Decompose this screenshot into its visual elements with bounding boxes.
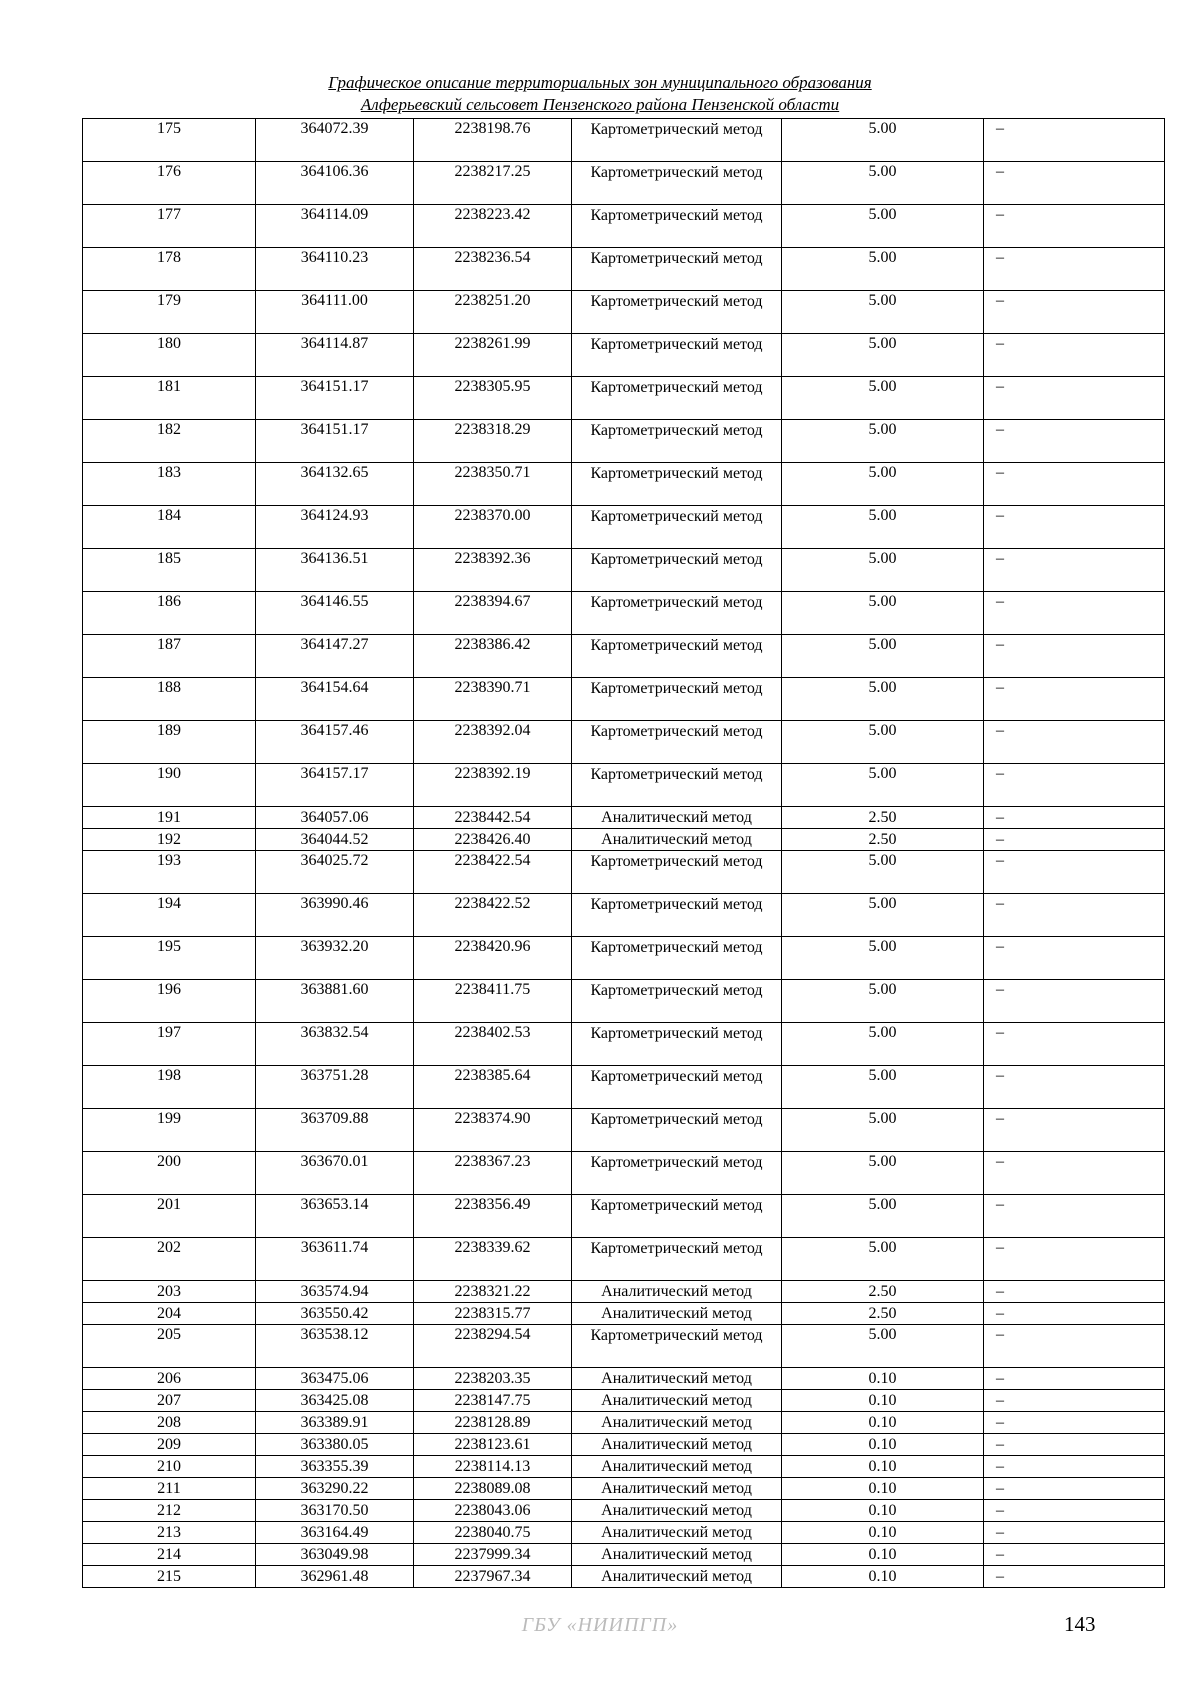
coordinates-table <box>82 118 1165 1588</box>
x-coordinate-cell: 363653.14 <box>256 1195 414 1238</box>
accuracy-cell: 5.00 <box>782 463 984 506</box>
table-row <box>83 1500 1165 1522</box>
y-coordinate-cell: 2238339.62 <box>414 1238 572 1281</box>
accuracy-cell: 5.00 <box>782 291 984 334</box>
table-row <box>83 894 1165 937</box>
description-cell: – <box>984 506 1165 549</box>
table-row <box>83 463 1165 506</box>
x-coordinate-cell: 363355.39 <box>256 1456 414 1478</box>
coordinates-table-body <box>83 119 1165 1588</box>
point-number-cell: 195 <box>83 937 256 980</box>
table-row <box>83 635 1165 678</box>
table-row <box>83 851 1165 894</box>
method-cell: Картометрический метод <box>572 1238 782 1281</box>
point-number-cell: 194 <box>83 894 256 937</box>
method-cell: Картометрический метод <box>572 549 782 592</box>
y-coordinate-cell: 2238089.08 <box>414 1478 572 1500</box>
point-number-cell: 199 <box>83 1109 256 1152</box>
table-row <box>83 721 1165 764</box>
point-number-cell: 205 <box>83 1325 256 1368</box>
accuracy-cell: 0.10 <box>782 1456 984 1478</box>
x-coordinate-cell: 364114.87 <box>256 334 414 377</box>
method-cell: Аналитический метод <box>572 1390 782 1412</box>
point-number-cell: 214 <box>83 1544 256 1566</box>
description-cell: – <box>984 1368 1165 1390</box>
y-coordinate-cell: 2238422.54 <box>414 851 572 894</box>
point-number-cell: 197 <box>83 1023 256 1066</box>
x-coordinate-cell: 363049.98 <box>256 1544 414 1566</box>
point-number-cell: 200 <box>83 1152 256 1195</box>
method-cell: Аналитический метод <box>572 1412 782 1434</box>
table-row <box>83 1390 1165 1412</box>
y-coordinate-cell: 2238392.04 <box>414 721 572 764</box>
point-number-cell: 211 <box>83 1478 256 1500</box>
table-row <box>83 420 1165 463</box>
description-cell: – <box>984 635 1165 678</box>
y-coordinate-cell: 2238198.76 <box>414 119 572 162</box>
y-coordinate-cell: 2238128.89 <box>414 1412 572 1434</box>
point-number-cell: 212 <box>83 1500 256 1522</box>
point-number-cell: 184 <box>83 506 256 549</box>
method-cell: Аналитический метод <box>572 1303 782 1325</box>
accuracy-cell: 5.00 <box>782 1238 984 1281</box>
point-number-cell: 176 <box>83 162 256 205</box>
method-cell: Картометрический метод <box>572 377 782 420</box>
point-number-cell: 175 <box>83 119 256 162</box>
table-row <box>83 1023 1165 1066</box>
table-row <box>83 1522 1165 1544</box>
x-coordinate-cell: 364157.46 <box>256 721 414 764</box>
accuracy-cell: 5.00 <box>782 1195 984 1238</box>
point-number-cell: 186 <box>83 592 256 635</box>
method-cell: Аналитический метод <box>572 1434 782 1456</box>
accuracy-cell: 5.00 <box>782 937 984 980</box>
header-line-1: Графическое описание территориальных зон муниципального образования <box>328 73 872 92</box>
description-cell: – <box>984 1412 1165 1434</box>
accuracy-cell: 0.10 <box>782 1566 984 1588</box>
description-cell: – <box>984 1522 1165 1544</box>
method-cell: Картометрический метод <box>572 162 782 205</box>
description-cell: – <box>984 1456 1165 1478</box>
description-cell: – <box>984 1152 1165 1195</box>
table-row <box>83 829 1165 851</box>
table-row <box>83 291 1165 334</box>
accuracy-cell: 5.00 <box>782 721 984 764</box>
accuracy-cell: 0.10 <box>782 1500 984 1522</box>
y-coordinate-cell: 2238356.49 <box>414 1195 572 1238</box>
y-coordinate-cell: 2238385.64 <box>414 1066 572 1109</box>
table-row <box>83 162 1165 205</box>
accuracy-cell: 5.00 <box>782 894 984 937</box>
point-number-cell: 204 <box>83 1303 256 1325</box>
table-row <box>83 592 1165 635</box>
description-cell: – <box>984 1434 1165 1456</box>
description-cell: – <box>984 894 1165 937</box>
method-cell: Картометрический метод <box>572 1109 782 1152</box>
description-cell: – <box>984 420 1165 463</box>
method-cell: Картометрический метод <box>572 721 782 764</box>
table-row <box>83 1152 1165 1195</box>
x-coordinate-cell: 363475.06 <box>256 1368 414 1390</box>
method-cell: Аналитический метод <box>572 1281 782 1303</box>
description-cell: – <box>984 1066 1165 1109</box>
table-row <box>83 377 1165 420</box>
accuracy-cell: 0.10 <box>782 1412 984 1434</box>
table-row <box>83 334 1165 377</box>
x-coordinate-cell: 363170.50 <box>256 1500 414 1522</box>
method-cell: Аналитический метод <box>572 1500 782 1522</box>
x-coordinate-cell: 364146.55 <box>256 592 414 635</box>
y-coordinate-cell: 2238394.67 <box>414 592 572 635</box>
method-cell: Картометрический метод <box>572 937 782 980</box>
accuracy-cell: 0.10 <box>782 1368 984 1390</box>
x-coordinate-cell: 364111.00 <box>256 291 414 334</box>
accuracy-cell: 5.00 <box>782 1109 984 1152</box>
description-cell: – <box>984 678 1165 721</box>
method-cell: Картометрический метод <box>572 851 782 894</box>
method-cell: Картометрический метод <box>572 119 782 162</box>
x-coordinate-cell: 364044.52 <box>256 829 414 851</box>
y-coordinate-cell: 2238370.00 <box>414 506 572 549</box>
point-number-cell: 182 <box>83 420 256 463</box>
method-cell: Картометрический метод <box>572 980 782 1023</box>
description-cell: – <box>984 1500 1165 1522</box>
table-row <box>83 1238 1165 1281</box>
x-coordinate-cell: 364025.72 <box>256 851 414 894</box>
method-cell: Картометрический метод <box>572 1152 782 1195</box>
accuracy-cell: 0.10 <box>782 1390 984 1412</box>
x-coordinate-cell: 363389.91 <box>256 1412 414 1434</box>
description-cell: – <box>984 1023 1165 1066</box>
description-cell: – <box>984 1325 1165 1368</box>
method-cell: Картометрический метод <box>572 334 782 377</box>
method-cell: Аналитический метод <box>572 807 782 829</box>
description-cell: – <box>984 119 1165 162</box>
accuracy-cell: 5.00 <box>782 549 984 592</box>
accuracy-cell: 5.00 <box>782 420 984 463</box>
y-coordinate-cell: 2238350.71 <box>414 463 572 506</box>
table-row <box>83 1412 1165 1434</box>
point-number-cell: 213 <box>83 1522 256 1544</box>
description-cell: – <box>984 1478 1165 1500</box>
table-row <box>83 119 1165 162</box>
table-row <box>83 1544 1165 1566</box>
x-coordinate-cell: 364157.17 <box>256 764 414 807</box>
x-coordinate-cell: 363538.12 <box>256 1325 414 1368</box>
description-cell: – <box>984 1544 1165 1566</box>
point-number-cell: 181 <box>83 377 256 420</box>
y-coordinate-cell: 2238367.23 <box>414 1152 572 1195</box>
point-number-cell: 206 <box>83 1368 256 1390</box>
x-coordinate-cell: 364106.36 <box>256 162 414 205</box>
point-number-cell: 188 <box>83 678 256 721</box>
x-coordinate-cell: 363550.42 <box>256 1303 414 1325</box>
point-number-cell: 209 <box>83 1434 256 1456</box>
table-row <box>83 1368 1165 1390</box>
y-coordinate-cell: 2238315.77 <box>414 1303 572 1325</box>
point-number-cell: 185 <box>83 549 256 592</box>
table-row <box>83 980 1165 1023</box>
x-coordinate-cell: 363670.01 <box>256 1152 414 1195</box>
x-coordinate-cell: 364147.27 <box>256 635 414 678</box>
table-row <box>83 1325 1165 1368</box>
method-cell: Картометрический метод <box>572 1023 782 1066</box>
y-coordinate-cell: 2238114.13 <box>414 1456 572 1478</box>
method-cell: Картометрический метод <box>572 635 782 678</box>
table-row <box>83 549 1165 592</box>
accuracy-cell: 5.00 <box>782 1325 984 1368</box>
accuracy-cell: 0.10 <box>782 1522 984 1544</box>
description-cell: – <box>984 248 1165 291</box>
method-cell: Картометрический метод <box>572 764 782 807</box>
accuracy-cell: 2.50 <box>782 829 984 851</box>
y-coordinate-cell: 2238420.96 <box>414 937 572 980</box>
description-cell: – <box>984 829 1165 851</box>
method-cell: Картометрический метод <box>572 506 782 549</box>
y-coordinate-cell: 2238386.42 <box>414 635 572 678</box>
y-coordinate-cell: 2238402.53 <box>414 1023 572 1066</box>
method-cell: Картометрический метод <box>572 291 782 334</box>
point-number-cell: 187 <box>83 635 256 678</box>
description-cell: – <box>984 1303 1165 1325</box>
accuracy-cell: 5.00 <box>782 334 984 377</box>
accuracy-cell: 2.50 <box>782 807 984 829</box>
accuracy-cell: 5.00 <box>782 377 984 420</box>
page-number: 143 <box>1064 1612 1096 1636</box>
x-coordinate-cell: 363751.28 <box>256 1066 414 1109</box>
y-coordinate-cell: 2238390.71 <box>414 678 572 721</box>
description-cell: – <box>984 1281 1165 1303</box>
accuracy-cell: 5.00 <box>782 162 984 205</box>
description-cell: – <box>984 807 1165 829</box>
point-number-cell: 180 <box>83 334 256 377</box>
method-cell: Картометрический метод <box>572 592 782 635</box>
header-line-2: Алферьевский сельсовет Пензенского района Пензенской области <box>360 95 840 114</box>
table-row <box>83 506 1165 549</box>
point-number-cell: 183 <box>83 463 256 506</box>
x-coordinate-cell: 363380.05 <box>256 1434 414 1456</box>
accuracy-cell: 5.00 <box>782 764 984 807</box>
table-row <box>83 1066 1165 1109</box>
x-coordinate-cell: 362961.48 <box>256 1566 414 1588</box>
description-cell: – <box>984 463 1165 506</box>
x-coordinate-cell: 364154.64 <box>256 678 414 721</box>
table-row <box>83 1109 1165 1152</box>
description-cell: – <box>984 592 1165 635</box>
method-cell: Аналитический метод <box>572 1566 782 1588</box>
description-cell: – <box>984 549 1165 592</box>
method-cell: Аналитический метод <box>572 829 782 851</box>
y-coordinate-cell: 2238411.75 <box>414 980 572 1023</box>
method-cell: Картометрический метод <box>572 420 782 463</box>
accuracy-cell: 5.00 <box>782 119 984 162</box>
method-cell: Картометрический метод <box>572 463 782 506</box>
y-coordinate-cell: 2238442.54 <box>414 807 572 829</box>
method-cell: Картометрический метод <box>572 1195 782 1238</box>
x-coordinate-cell: 364136.51 <box>256 549 414 592</box>
method-cell: Картометрический метод <box>572 894 782 937</box>
method-cell: Аналитический метод <box>572 1456 782 1478</box>
x-coordinate-cell: 364057.06 <box>256 807 414 829</box>
description-cell: – <box>984 1195 1165 1238</box>
x-coordinate-cell: 363425.08 <box>256 1390 414 1412</box>
y-coordinate-cell: 2238040.75 <box>414 1522 572 1544</box>
point-number-cell: 191 <box>83 807 256 829</box>
y-coordinate-cell: 2238392.19 <box>414 764 572 807</box>
footer-organization: ГБУ «НИИПГП» <box>521 1614 679 1636</box>
x-coordinate-cell: 363932.20 <box>256 937 414 980</box>
point-number-cell: 207 <box>83 1390 256 1412</box>
point-number-cell: 189 <box>83 721 256 764</box>
accuracy-cell: 5.00 <box>782 1066 984 1109</box>
accuracy-cell: 2.50 <box>782 1281 984 1303</box>
table-row <box>83 1434 1165 1456</box>
y-coordinate-cell: 2238147.75 <box>414 1390 572 1412</box>
accuracy-cell: 5.00 <box>782 205 984 248</box>
table-row <box>83 1456 1165 1478</box>
x-coordinate-cell: 363990.46 <box>256 894 414 937</box>
x-coordinate-cell: 364151.17 <box>256 377 414 420</box>
description-cell: – <box>984 937 1165 980</box>
description-cell: – <box>984 1566 1165 1588</box>
description-cell: – <box>984 851 1165 894</box>
table-row <box>83 248 1165 291</box>
table-row <box>83 1303 1165 1325</box>
y-coordinate-cell: 2238223.42 <box>414 205 572 248</box>
table-row <box>83 1566 1165 1588</box>
point-number-cell: 192 <box>83 829 256 851</box>
point-number-cell: 202 <box>83 1238 256 1281</box>
description-cell: – <box>984 1109 1165 1152</box>
x-coordinate-cell: 364114.09 <box>256 205 414 248</box>
x-coordinate-cell: 363574.94 <box>256 1281 414 1303</box>
y-coordinate-cell: 2238043.06 <box>414 1500 572 1522</box>
x-coordinate-cell: 364151.17 <box>256 420 414 463</box>
accuracy-cell: 5.00 <box>782 1023 984 1066</box>
description-cell: – <box>984 334 1165 377</box>
description-cell: – <box>984 205 1165 248</box>
table-row <box>83 205 1165 248</box>
point-number-cell: 198 <box>83 1066 256 1109</box>
x-coordinate-cell: 363881.60 <box>256 980 414 1023</box>
y-coordinate-cell: 2238261.99 <box>414 334 572 377</box>
method-cell: Картометрический метод <box>572 205 782 248</box>
accuracy-cell: 5.00 <box>782 248 984 291</box>
method-cell: Аналитический метод <box>572 1522 782 1544</box>
point-number-cell: 210 <box>83 1456 256 1478</box>
point-number-cell: 203 <box>83 1281 256 1303</box>
x-coordinate-cell: 363709.88 <box>256 1109 414 1152</box>
accuracy-cell: 0.10 <box>782 1544 984 1566</box>
y-coordinate-cell: 2238203.35 <box>414 1368 572 1390</box>
table-row <box>83 1478 1165 1500</box>
x-coordinate-cell: 363164.49 <box>256 1522 414 1544</box>
point-number-cell: 190 <box>83 764 256 807</box>
method-cell: Картометрический метод <box>572 248 782 291</box>
point-number-cell: 178 <box>83 248 256 291</box>
point-number-cell: 177 <box>83 205 256 248</box>
x-coordinate-cell: 364072.39 <box>256 119 414 162</box>
y-coordinate-cell: 2238426.40 <box>414 829 572 851</box>
y-coordinate-cell: 2238374.90 <box>414 1109 572 1152</box>
x-coordinate-cell: 363611.74 <box>256 1238 414 1281</box>
y-coordinate-cell: 2238422.52 <box>414 894 572 937</box>
point-number-cell: 215 <box>83 1566 256 1588</box>
x-coordinate-cell: 363832.54 <box>256 1023 414 1066</box>
y-coordinate-cell: 2238294.54 <box>414 1325 572 1368</box>
y-coordinate-cell: 2237999.34 <box>414 1544 572 1566</box>
accuracy-cell: 0.10 <box>782 1434 984 1456</box>
method-cell: Картометрический метод <box>572 1325 782 1368</box>
y-coordinate-cell: 2238123.61 <box>414 1434 572 1456</box>
accuracy-cell: 0.10 <box>782 1478 984 1500</box>
description-cell: – <box>984 291 1165 334</box>
y-coordinate-cell: 2238318.29 <box>414 420 572 463</box>
table-row <box>83 1281 1165 1303</box>
description-cell: – <box>984 1390 1165 1412</box>
accuracy-cell: 5.00 <box>782 635 984 678</box>
accuracy-cell: 5.00 <box>782 1152 984 1195</box>
description-cell: – <box>984 377 1165 420</box>
method-cell: Аналитический метод <box>572 1478 782 1500</box>
accuracy-cell: 5.00 <box>782 592 984 635</box>
description-cell: – <box>984 764 1165 807</box>
table-row <box>83 678 1165 721</box>
point-number-cell: 193 <box>83 851 256 894</box>
x-coordinate-cell: 363290.22 <box>256 1478 414 1500</box>
description-cell: – <box>984 1238 1165 1281</box>
table-row <box>83 937 1165 980</box>
x-coordinate-cell: 364110.23 <box>256 248 414 291</box>
document-header <box>0 72 1200 116</box>
method-cell: Аналитический метод <box>572 1368 782 1390</box>
y-coordinate-cell: 2238392.36 <box>414 549 572 592</box>
table-row <box>83 1195 1165 1238</box>
y-coordinate-cell: 2238321.22 <box>414 1281 572 1303</box>
accuracy-cell: 2.50 <box>782 1303 984 1325</box>
accuracy-cell: 5.00 <box>782 851 984 894</box>
point-number-cell: 196 <box>83 980 256 1023</box>
x-coordinate-cell: 364132.65 <box>256 463 414 506</box>
point-number-cell: 179 <box>83 291 256 334</box>
description-cell: – <box>984 980 1165 1023</box>
y-coordinate-cell: 2238217.25 <box>414 162 572 205</box>
description-cell: – <box>984 721 1165 764</box>
y-coordinate-cell: 2237967.34 <box>414 1566 572 1588</box>
accuracy-cell: 5.00 <box>782 980 984 1023</box>
point-number-cell: 201 <box>83 1195 256 1238</box>
y-coordinate-cell: 2238236.54 <box>414 248 572 291</box>
point-number-cell: 208 <box>83 1412 256 1434</box>
method-cell: Картометрический метод <box>572 1066 782 1109</box>
method-cell: Аналитический метод <box>572 1544 782 1566</box>
y-coordinate-cell: 2238305.95 <box>414 377 572 420</box>
description-cell: – <box>984 162 1165 205</box>
accuracy-cell: 5.00 <box>782 506 984 549</box>
y-coordinate-cell: 2238251.20 <box>414 291 572 334</box>
table-row <box>83 807 1165 829</box>
x-coordinate-cell: 364124.93 <box>256 506 414 549</box>
method-cell: Картометрический метод <box>572 678 782 721</box>
accuracy-cell: 5.00 <box>782 678 984 721</box>
table-row <box>83 764 1165 807</box>
